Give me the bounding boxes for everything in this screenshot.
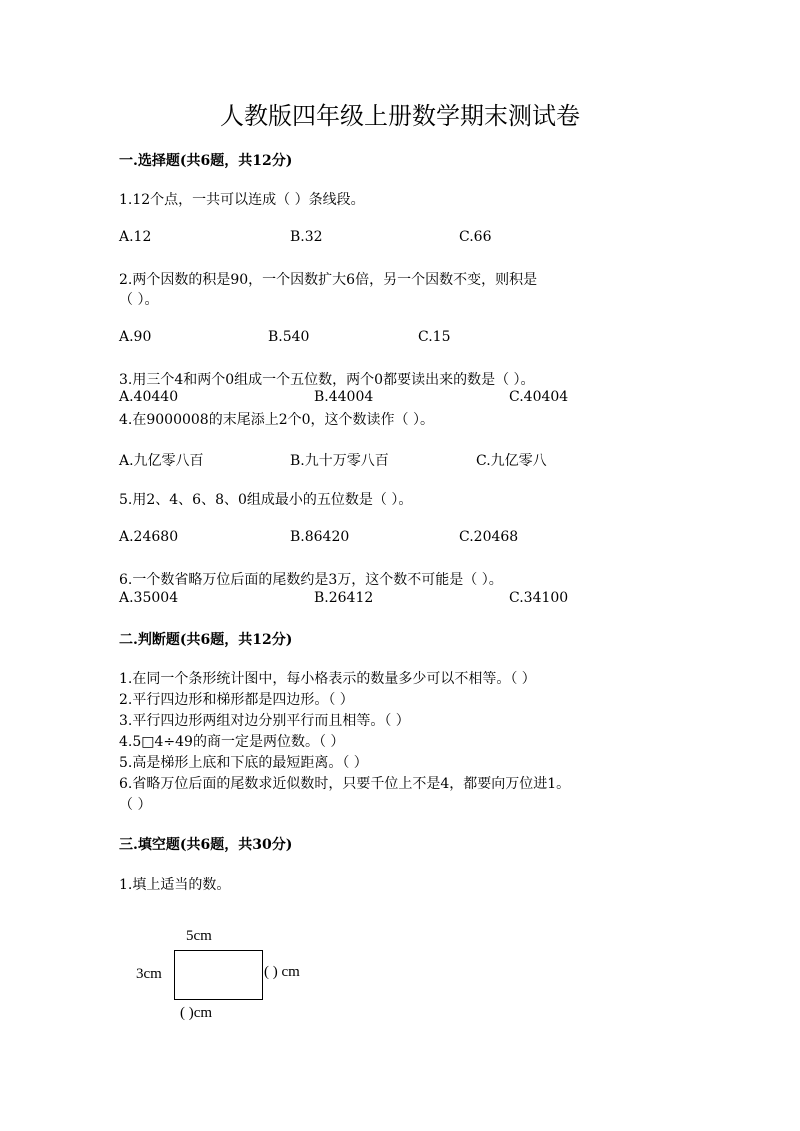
judge-item: 1.在同一个条形统计图中，每小格表示的数量多少可以不相等。（ ） [119,671,536,687]
question-text: 4.在9000008的末尾添上2个0，这个数读作（ ）。 [119,412,434,428]
option-c: C.15 [418,329,451,345]
option-c: C.66 [459,229,492,245]
judge-item: 4.5□4÷49的商一定是两位数。（ ） [119,734,345,750]
question-text: 2.两个因数的积是90，一个因数扩大6倍，另一个因数不变，则积是 [119,272,538,288]
question-text: 5.用2、4、6、8、0组成最小的五位数是（ ）。 [119,492,413,508]
question-text: 1.填上适当的数。 [119,877,231,893]
figure-right-label: ( ) cm [264,964,300,980]
option-b: B.九十万零八百 [290,453,389,469]
judge-item: 2.平行四边形和梯形都是四边形。（ ） [119,692,354,708]
option-a: A.九亿零八百 [119,453,204,469]
option-c: C.九亿零八 [476,453,547,469]
option-b: B.44004 [314,389,374,405]
option-a: A.12 [119,229,152,245]
figure-left-label: 3cm [136,966,162,982]
option-c: C.20468 [459,529,519,545]
option-a: A.35004 [119,590,179,606]
judge-item-continued: （ ） [119,797,152,813]
question-text: 1.12个点，一共可以连成（ ）条线段。 [119,192,365,208]
judge-item: 5.高是梯形上底和下底的最短距离。（ ） [119,755,368,771]
option-a: A.24680 [119,529,179,545]
option-b: B.540 [268,329,310,345]
option-c: C.40404 [509,389,569,405]
question-text-continued: （ ）。 [119,292,159,308]
figure-bottom-label: ( )cm [180,1005,213,1021]
figure-top-label: 5cm [186,928,212,944]
section-heading-judge: 二.判断题(共6题，共12分) [119,632,293,648]
section-heading-choice: 一.选择题(共6题，共12分) [119,153,293,169]
judge-item: 3.平行四边形两组对边分别平行而且相等。（ ） [119,713,410,729]
rectangle-figure [130,928,350,1028]
question-text: 6.一个数省略万位后面的尾数约是3万，这个数不可能是（ ）。 [119,572,503,588]
judge-item: 6.省略万位后面的尾数求近似数时，只要千位上不是4，都要向万位进1。 [119,776,571,792]
option-a: A.40440 [119,389,179,405]
question-text: 3.用三个4和两个0组成一个五位数，两个0都要读出来的数是（ ）。 [119,372,535,388]
option-b: B.32 [290,229,323,245]
option-b: B.86420 [290,529,350,545]
option-a: A.90 [119,329,152,345]
option-c: C.34100 [509,590,569,606]
option-b: B.26412 [314,590,374,606]
rectangle-shape [174,950,263,1000]
page-title: 人教版四年级上册数学期末测试卷 [220,102,580,130]
section-heading-fill: 三.填空题(共6题，共30分) [119,837,293,853]
